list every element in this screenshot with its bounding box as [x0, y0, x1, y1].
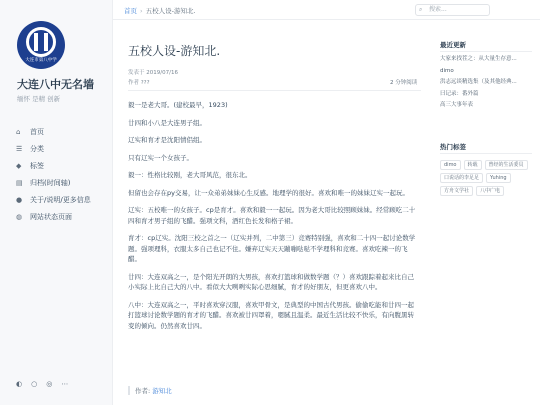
main-nav	[16, 123, 111, 225]
logo-text: 大连市第八中学	[25, 58, 57, 63]
nav-item-home[interactable]	[16, 123, 111, 140]
nav-item-status[interactable]	[16, 208, 111, 225]
theme-toggle-icon[interactable]: ◐	[16, 380, 23, 388]
paragraph: 毅一是老大哥。(建校最早，1923)	[128, 101, 228, 109]
tag-item[interactable]: Yuhing	[486, 173, 511, 183]
paragraph: 毅一：性格比较刚，老大哥风范，很东北。	[128, 171, 252, 179]
nav-item-label: 分类	[30, 144, 44, 153]
tag-item[interactable]: dimo	[440, 160, 461, 170]
github-icon[interactable]: ○	[31, 380, 38, 388]
nav-item-tags[interactable]	[16, 157, 111, 174]
tag-cloud	[440, 160, 532, 196]
tag-item[interactable]: 转载	[464, 160, 482, 170]
breadcrumb-home-link[interactable]: 首页	[124, 7, 137, 15]
nav-item-archive[interactable]	[16, 174, 111, 191]
site-title[interactable]: 大连八中无名墙	[17, 78, 94, 91]
nav-item-categories[interactable]	[16, 140, 111, 157]
recent-item[interactable]: 高三大事年表	[440, 102, 474, 108]
rss-icon[interactable]: ◎	[46, 380, 53, 388]
nav-item-label: 归档(时间轴)	[30, 178, 71, 187]
divider	[440, 153, 532, 154]
breadcrumb-separator: ›	[140, 7, 143, 15]
post-date: 发表于 2019/07/16	[128, 70, 178, 76]
divider	[440, 51, 532, 52]
breadcrumb	[124, 6, 196, 15]
search-input[interactable]	[415, 4, 490, 16]
paragraph: 廿四和小八是大连男子组。	[128, 118, 206, 127]
recent-item[interactable]: 曰记录：番外篇	[440, 90, 479, 97]
school-logo[interactable]	[17, 21, 65, 69]
article-body	[128, 100, 418, 338]
paragraph: 辽实和育才是沈阳情侣组。	[128, 136, 206, 144]
recent-item[interactable]: 大家来找茬之：从大量生存意...	[440, 56, 517, 62]
archive-icon: ▤	[16, 178, 23, 187]
paragraph: 廿四：大连双高之一，是个阳光开朗的大男孩，喜欢打篮球和做数学题（？）喜欢跟踪着起来比自己小实际上比自己大的八中。看似大大咧咧实际心思细腻，育才的好朋友，但更喜欢八中。	[128, 272, 414, 291]
tag-item[interactable]: 曾经的生活委员	[485, 160, 528, 170]
nav-item-label: 首页	[30, 127, 44, 136]
author-label: 作者:	[135, 387, 151, 395]
globe-icon: ◍	[16, 212, 23, 221]
author-link[interactable]: 游知北	[152, 387, 172, 395]
recent-updates-list	[440, 54, 517, 112]
page-title: 五校人设-游知北.	[128, 44, 221, 58]
home-icon: ⌂	[16, 127, 21, 136]
post-author-line: 作者 ???	[128, 80, 150, 86]
search-icon: ⌕	[419, 6, 423, 13]
more-icon[interactable]: ⋯	[61, 380, 69, 388]
tag-item[interactable]: 方舟文学社	[440, 186, 473, 196]
search-placeholder: 搜索...	[429, 6, 447, 13]
logo-ring-icon	[26, 27, 56, 57]
list-icon: ☰	[16, 144, 23, 153]
nav-item-label: 标签	[30, 161, 44, 170]
nav-item-label: 网站状态页面	[30, 212, 72, 221]
left-sidebar	[0, 0, 113, 405]
sidebar-footer-icons	[16, 380, 68, 388]
paragraph: 辽实：五校唯一的女孩子。cp是育才。喜欢和毅一一起玩。因为老大哥比较照顾妹妹。经常顾吃二十四和育才男子组的飞醋。强项文科，酒红色长发和格子裙。	[128, 206, 416, 225]
tag-icon: ◆	[16, 161, 22, 170]
paragraph: 但留也会存在py交易，让一众弟弟妹妹心生反感。地理学的很好。喜欢和唯一的妹妹辽实一起玩。	[128, 188, 409, 197]
info-icon: ●	[16, 195, 23, 204]
breadcrumb-current: 五校人设-游知北.	[145, 7, 196, 15]
paragraph: 只有辽实一个女孩子。	[128, 153, 193, 162]
article	[125, 20, 425, 405]
tag-item[interactable]: 口说话的李足足	[440, 173, 483, 183]
read-time: 2 分钟阅读	[390, 80, 418, 86]
tag-item[interactable]: 八中广电	[476, 186, 504, 196]
recent-updates-heading: 最近更新	[440, 41, 466, 49]
paragraph: 八中：大连双高之一，平时喜欢穿汉服，喜欢甲骨文，是典型的中国古代男孩。偷偷吃能和廿四一起打篮球讨论数学题的育才的飞醋。喜欢被廿四罩着，嗯腻且温柔。最近生活比较不快乐，有向腹黑转变的倾向。仍然喜欢廿四。	[128, 300, 414, 330]
divider	[128, 90, 421, 91]
hot-tags-heading: 热门标签	[440, 143, 466, 151]
site-subtitle: 缅怀 是精 创新	[17, 95, 61, 103]
nav-item-label: 关于/说明/更多信息	[30, 195, 91, 204]
nav-item-about[interactable]	[16, 191, 111, 208]
top-bar	[113, 0, 540, 20]
recent-item[interactable]: 洪志远谈精选集（及其他经典...	[440, 79, 517, 85]
author-box	[128, 386, 172, 395]
recent-item[interactable]: dimo	[440, 67, 454, 74]
paragraph: 育才：cp辽实。沈阳三校之首之一（辽实并列，二中第三）竞赛特别强，喜欢和二十四一起讨论数学题。强项理科，衣服太多自己也记不住。嫌弃辽实天天蹦嘣哒哒不学理科和竞赛。喜欢吃辣一的飞醋。	[128, 234, 416, 263]
